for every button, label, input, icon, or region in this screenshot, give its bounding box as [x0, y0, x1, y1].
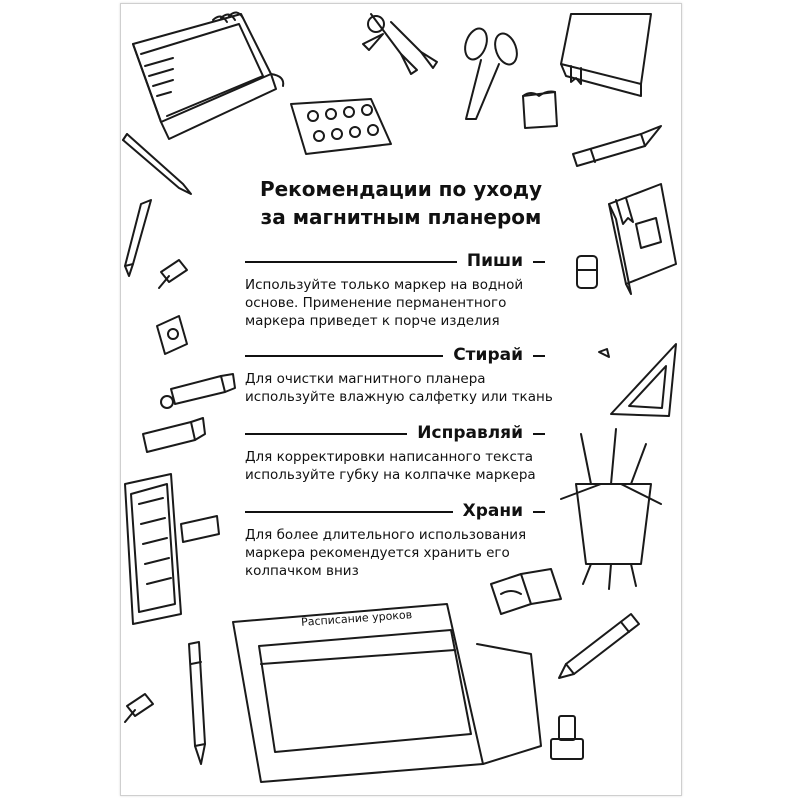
- section-write: [245, 250, 545, 330]
- section-heading-label: Храни: [453, 500, 533, 522]
- marker-icon: [573, 126, 661, 166]
- pushpin-icon: [125, 694, 153, 722]
- scissors-icon: [461, 26, 521, 119]
- schedule-board-icon: [233, 604, 541, 782]
- section-text: [245, 370, 553, 406]
- section-heading-label: Исправляй: [407, 422, 533, 444]
- section-text: [245, 276, 545, 330]
- section-text-line: Для очистки магнитного планера: [245, 371, 486, 387]
- paint-palette-icon: [291, 99, 391, 154]
- section-heading: [245, 344, 545, 366]
- section-text-line: основе. Применение перманентного: [245, 295, 507, 311]
- glue-tube-icon: [143, 418, 205, 452]
- sharpener-icon: [157, 316, 187, 354]
- schedule-caption: Расписание уроков: [300, 608, 413, 629]
- title-line-1: Рекомендации по уходу: [259, 177, 543, 201]
- section-text: [245, 526, 545, 580]
- section-heading: [245, 500, 545, 522]
- title-line-2: за магнитным планером: [260, 205, 542, 229]
- section-text-line: используйте влажную салфетку или ткань: [245, 389, 553, 405]
- glue-tube-icon: [161, 374, 235, 408]
- section-text-line: Используйте только маркер на водной: [245, 277, 524, 293]
- section-text-line: колпачком вниз: [245, 563, 359, 579]
- pen-icon: [189, 642, 205, 764]
- section-heading-label: Пиши: [457, 250, 533, 272]
- triangle-ruler-icon: [599, 344, 676, 416]
- section-heading-label: Стирай: [443, 344, 533, 366]
- section-text: [245, 448, 545, 484]
- compass-icon: [363, 14, 437, 74]
- eraser-icon: [577, 256, 597, 288]
- book-icon: [561, 14, 651, 96]
- notebook-icon: [133, 12, 283, 139]
- glue-tube-icon: [551, 716, 583, 759]
- page-title: [121, 175, 681, 231]
- section-text-line: Для корректировки написанного текста: [245, 449, 534, 465]
- section-heading: [245, 422, 545, 444]
- section-text-line: маркера приведет к порче изделия: [245, 313, 500, 329]
- section-text-line: маркера рекомендуется хранить его: [245, 545, 510, 561]
- section-erase: [245, 344, 553, 406]
- section-text-line: используйте губку на колпачке маркера: [245, 467, 536, 483]
- pushpin-icon: [159, 260, 187, 288]
- section-text-line: Для более длительного использования: [245, 527, 527, 543]
- section-heading: [245, 250, 545, 272]
- pencil-case-icon: [125, 474, 219, 624]
- sticky-note-icon: [523, 92, 557, 129]
- section-store: [245, 500, 545, 580]
- instruction-sheet: [120, 3, 682, 796]
- section-correct: [245, 422, 545, 484]
- pencil-cup-icon: [561, 429, 661, 589]
- marker-icon: [559, 614, 639, 678]
